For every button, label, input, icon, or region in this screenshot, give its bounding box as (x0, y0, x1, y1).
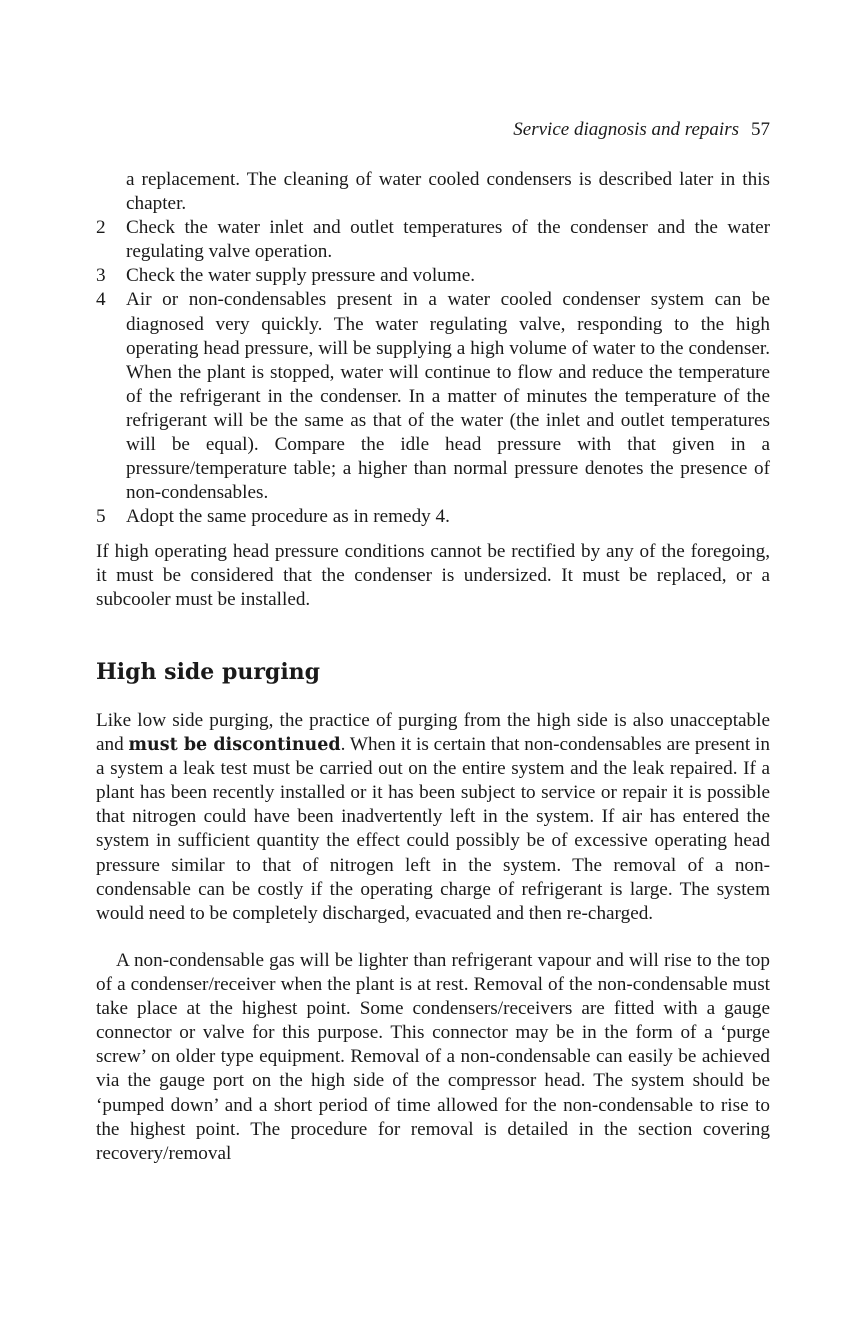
paragraph-text: . When it is certain that non-condensables are present in a system a leak test must be carried out on the entire system and the leak repaired. If a plant has been recently installed or it has been subject to service or repair it is possible that nitrogen could have been inadvertently left in the system. If air has entered the system in sufficient quantity the effect could possibly be of excessive operating head pressure similar to that of nitrogen left in the system. The removal of a non-condensable can be costly if the operating charge of refrigerant is large. The system would need to be completely discharged, evacuated and then re-charged. (96, 734, 770, 924)
list-item-text: Check the water supply pressure and volume. (126, 265, 476, 287)
paragraph-text: A non-condensable gas will be lighter than refrigerant vapour and will rise to the top of a condenser/receiver when the plant is at rest. Removal of the non-condensable must take place at the highest point. Some condensers/receivers are fitted with a gauge connector or valve for this purpose. This connector may be in the form of a ‘purge screw’ on older type equipment. Removal of a non-condensable can easily be achieved via the gauge port on the high side of the compressor head. The system should be ‘pumped down’ and a short period of time allowed for the non-condensable to rise to the highest point. The procedure for removal is detailed in the section covering recovery/removal (96, 950, 770, 1164)
list-item (96, 505, 770, 529)
list-item (96, 264, 770, 288)
section-heading: High side purging (96, 659, 321, 685)
emphasis-text: must be discontinued (128, 735, 341, 756)
list-item-text: a replacement. The cleaning of water cooled condensers is described later in this chapter. (126, 169, 770, 215)
list-item-number: 5 (96, 506, 106, 528)
list-item (96, 216, 770, 264)
running-head-title: Service diagnosis and repairs (513, 119, 739, 140)
list-item-text: Air or non-condensables present in a water cooled condenser system can be diagnosed very quickly. The water regulating valve, responding to the high operating head pressure, will be supplying a high volume of water to the condenser. When the plant is stopped, water will continue to flow and reduce the temperature of the refrigerant in the condenser. In a matter of minutes the temperature of the refrigerant will be the same as that of the water (the inlet and outlet temperatures will be equal). Compare the idle head pressure with that given in a pressure/temperature table; a higher than normal pressure denotes the presence of non-condensables. (126, 289, 770, 504)
paragraph-text: Like low side purging, the practice of purging from the high side is also unacceptable and (96, 710, 770, 756)
page-number: 57 (751, 119, 770, 140)
list-item-text: Adopt the same procedure as in remedy 4. (126, 506, 450, 528)
paragraph-conclusion: If high operating head pressure conditions cannot be rectified by any of the foregoing, it must be considered that the condenser is undersized. It must be replaced, or a subcooler must be installed. (96, 541, 770, 611)
paragraph-high-side-purging (96, 709, 770, 926)
list-item-continuation (96, 168, 770, 216)
list-item (96, 288, 770, 505)
list-item-text: Check the water inlet and outlet temperatures of the condenser and the water regulating valve operation. (126, 217, 770, 263)
running-head (96, 116, 770, 144)
list-item-number: 2 (96, 217, 106, 239)
list-item-number: 3 (96, 265, 106, 287)
remedy-list (96, 168, 770, 529)
list-item-number: 4 (96, 289, 106, 311)
paragraph-non-condensable-gas (96, 949, 770, 1166)
